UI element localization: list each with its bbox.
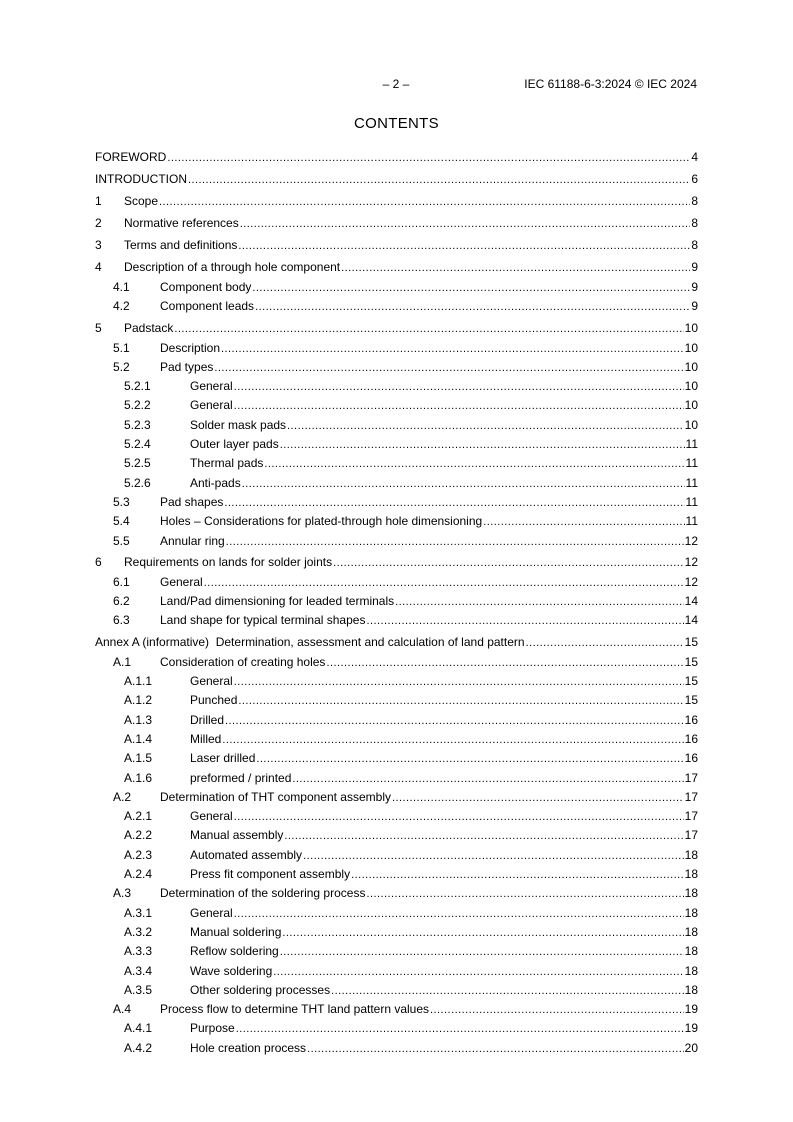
toc-entry-number: 4 [95, 260, 102, 274]
toc-entry-label: Anti-pads [190, 475, 241, 490]
page-title: CONTENTS [354, 115, 439, 132]
toc-entry-page: 17 [684, 789, 698, 804]
toc-entry-page: 8 [691, 194, 698, 208]
toc-entry-page: 10 [684, 417, 698, 432]
toc-entry-number: A.4 [113, 1002, 132, 1017]
toc-entry-number: 5.2 [113, 359, 130, 374]
dot-leader [222, 730, 683, 750]
dot-leader [226, 532, 684, 552]
toc-entry-number: A.2.4 [124, 867, 153, 882]
toc-entry-page: 11 [685, 456, 698, 471]
toc-entry-number: 5.2.1 [124, 379, 151, 394]
toc-entry-number: 5.2.6 [124, 475, 151, 490]
toc-entry-page: 12 [684, 554, 698, 569]
toc-entry-page: 16 [684, 731, 698, 746]
toc-entry-page: 15 [684, 634, 698, 649]
toc-entry-page: 10 [684, 379, 698, 394]
dot-leader [366, 884, 683, 904]
toc-entry-number: A.3.5 [124, 982, 153, 997]
toc-entry-number: 6.3 [113, 613, 130, 628]
dot-leader [303, 846, 684, 866]
toc-entry-page: 18 [684, 982, 698, 997]
toc-entry-number: A.3.1 [124, 905, 153, 920]
toc-entry[interactable] [95, 611, 698, 630]
toc-entry[interactable] [95, 788, 698, 807]
toc-entry-label: Manual assembly [190, 828, 284, 843]
toc-entry[interactable] [95, 146, 698, 168]
toc-entry[interactable] [95, 1019, 698, 1038]
toc-entry-label: General [160, 574, 203, 589]
toc-entry-number: 5.2.2 [124, 398, 151, 413]
toc-entry[interactable] [95, 358, 698, 377]
dot-leader [167, 146, 690, 169]
toc-entry-number: A.3 [113, 886, 132, 901]
dot-leader [238, 691, 683, 711]
toc-entry[interactable] [95, 573, 698, 592]
toc-entry-page: 18 [684, 944, 698, 959]
toc-entry-label: Land/Pad dimensioning for leaded terminals [160, 594, 395, 609]
toc-entry-label: Consideration of creating holes [160, 654, 326, 669]
dot-leader [483, 512, 684, 532]
toc-entry-number: A.3.2 [124, 924, 153, 939]
dot-leader [174, 317, 683, 340]
dot-leader [256, 749, 683, 769]
toc-entry[interactable] [95, 711, 698, 730]
toc-entry-page: 18 [684, 924, 698, 939]
toc-entry-label: General [190, 398, 233, 413]
toc-entry-page: 11 [685, 437, 698, 452]
toc-entry[interactable] [95, 846, 698, 865]
toc-entry-label: preformed / printed [190, 770, 292, 785]
toc-entry-number: A.4.2 [124, 1040, 153, 1055]
dot-leader [204, 573, 684, 593]
toc-entry[interactable] [95, 551, 698, 573]
toc-entry-label: Annular ring [160, 533, 225, 548]
toc-entry-page: 15 [684, 674, 698, 689]
document-reference: IEC 61188-6-3:2024 © IEC 2024 [524, 77, 697, 91]
toc-entry[interactable] [95, 691, 698, 710]
toc-entry[interactable] [95, 474, 698, 493]
toc-entry-label: Thermal pads [190, 456, 264, 471]
dot-leader [284, 826, 683, 846]
toc-entry-label: Description [160, 340, 221, 355]
toc-entry-label: Annex A (informative) Determination, assessment and calculation of land pattern [95, 634, 525, 649]
toc-entry-label: Determination of the soldering process [160, 886, 366, 901]
toc-entry-number: A.3.3 [124, 944, 153, 959]
toc-entry[interactable] [95, 653, 698, 672]
toc-entry-page: 17 [684, 770, 698, 785]
toc-entry-label: INTRODUCTION [95, 172, 187, 186]
toc-entry-number: 4.2 [113, 299, 130, 314]
toc-entry-label: Wave soldering [190, 963, 273, 978]
toc-entry-number: 4.1 [113, 280, 130, 294]
dot-leader [224, 493, 684, 513]
toc-entry-number: 6.2 [113, 594, 130, 609]
toc-entry-number: 6 [95, 554, 102, 569]
toc-entry-page: 12 [684, 533, 698, 548]
toc-entry[interactable] [95, 826, 698, 845]
dot-leader [273, 962, 683, 982]
toc-entry-label: Padstack [124, 320, 174, 335]
toc-entry[interactable] [95, 396, 698, 415]
toc-entry[interactable] [95, 435, 698, 454]
dot-leader [264, 454, 684, 474]
dot-leader [240, 212, 691, 235]
toc-entry[interactable] [95, 278, 698, 297]
dot-leader [159, 190, 690, 213]
toc-entry-label: General [190, 905, 233, 920]
dot-leader [214, 358, 683, 378]
toc-entry-number: A.2 [113, 789, 132, 804]
toc-entry-label: Component body [160, 280, 252, 294]
toc-entry-label: General [190, 674, 233, 689]
dot-leader [331, 981, 684, 1001]
toc-entry[interactable] [95, 592, 698, 611]
toc-entry-number: A.1.6 [124, 770, 153, 785]
toc-entry-number: A.3.4 [124, 963, 153, 978]
dot-leader [234, 396, 684, 416]
toc-entry[interactable] [95, 512, 698, 531]
toc-entry-label: Outer layer pads [190, 437, 279, 452]
toc-entry-label: Terms and definitions [124, 238, 238, 252]
toc-entry-number: 3 [95, 238, 102, 252]
toc-entry-number: A.1.3 [124, 712, 153, 727]
toc-entry-page: 18 [684, 867, 698, 882]
dot-leader [280, 942, 684, 962]
dot-leader [282, 923, 683, 943]
toc-entry-label: Punched [190, 693, 238, 708]
toc-entry-label: Pad shapes [160, 494, 224, 509]
toc-entry-page: 17 [684, 809, 698, 824]
toc-entry[interactable] [95, 865, 698, 884]
dot-leader [366, 611, 683, 631]
toc-entry-page: 10 [684, 320, 698, 335]
toc-entry-label: Solder mask pads [190, 417, 287, 432]
toc-entry-label: General [190, 379, 233, 394]
toc-entry-label: Determination of THT component assembly [160, 789, 391, 804]
toc-entry[interactable] [95, 416, 698, 435]
dot-leader [326, 653, 683, 673]
toc-entry[interactable] [95, 942, 698, 961]
dot-leader [252, 278, 690, 298]
toc-entry-label: Laser drilled [190, 751, 256, 766]
toc-entry[interactable] [95, 339, 698, 358]
dot-leader [238, 234, 690, 257]
toc-entry[interactable] [95, 672, 698, 691]
toc-entry-number: 1 [95, 194, 102, 208]
toc-entry[interactable] [95, 923, 698, 942]
dot-leader [292, 769, 683, 789]
toc-entry-label: Land shape for typical terminal shapes [160, 613, 366, 628]
toc-entry-number: 5.5 [113, 533, 130, 548]
toc-entry-label: Normative references [124, 216, 239, 230]
toc-entry-number: A.4.1 [124, 1021, 153, 1036]
toc-entry-page: 10 [684, 359, 698, 374]
toc-entry-page: 19 [684, 1021, 698, 1036]
dot-leader [287, 416, 684, 436]
toc-entry-label: Other soldering processes [190, 982, 331, 997]
dot-leader [225, 711, 684, 731]
toc-entry-page: 10 [684, 340, 698, 355]
toc-entry-page: 16 [684, 712, 698, 727]
dot-leader [430, 1000, 684, 1020]
toc-entry-label: Component leads [160, 299, 255, 314]
toc-entry-page: 19 [684, 1002, 698, 1017]
toc-entry-page: 16 [684, 751, 698, 766]
toc-entry-label: Pad types [160, 359, 214, 374]
toc-entry-page: 18 [684, 963, 698, 978]
dot-leader [255, 297, 690, 317]
toc-entry-page: 8 [691, 238, 698, 252]
toc-entry-number: A.2.3 [124, 847, 153, 862]
toc-entry-page: 20 [684, 1040, 698, 1055]
toc-entry-label: FOREWORD [95, 150, 167, 164]
dot-leader [526, 631, 684, 654]
toc-entry[interactable] [95, 631, 698, 653]
toc-entry-page: 14 [684, 613, 698, 628]
toc-entry-page: 6 [691, 172, 698, 186]
toc-entry-page: 9 [691, 299, 698, 314]
toc-entry-label: Automated assembly [190, 847, 303, 862]
toc-entry[interactable] [95, 454, 698, 473]
toc-entry-label: Drilled [190, 712, 225, 727]
toc-entry-page: 14 [684, 594, 698, 609]
toc-entry-number: 5.2.5 [124, 456, 151, 471]
toc-entry-page: 17 [684, 828, 698, 843]
toc-entry-page: 4 [691, 150, 698, 164]
dot-leader [395, 592, 683, 612]
toc-entry-label: Milled [190, 731, 222, 746]
toc-entry-number: 5.3 [113, 494, 130, 509]
toc-entry-page: 9 [691, 260, 698, 274]
toc-entry[interactable] [95, 234, 698, 256]
dot-leader [351, 865, 684, 885]
toc-entry[interactable] [95, 532, 698, 551]
toc-entry[interactable] [95, 493, 698, 512]
dot-leader [234, 672, 684, 692]
toc-entry-number: 5.1 [113, 340, 130, 355]
dot-leader [280, 435, 685, 455]
toc-entry-number: 5 [95, 320, 102, 335]
toc-entry-page: 10 [684, 398, 698, 413]
toc-entry[interactable] [95, 377, 698, 396]
toc-entry[interactable] [95, 297, 698, 316]
toc-entry-page: 11 [685, 514, 698, 529]
toc-entry-number: A.2.1 [124, 809, 153, 824]
dot-leader [234, 904, 684, 924]
toc-entry-label: Press fit component assembly [190, 867, 351, 882]
dot-leader [188, 168, 690, 191]
toc-entry[interactable] [95, 769, 698, 788]
dot-leader [234, 377, 684, 397]
toc-entry[interactable] [95, 807, 698, 826]
toc-entry[interactable] [95, 1000, 698, 1019]
toc-entry-page: 18 [684, 886, 698, 901]
toc-entry[interactable] [95, 212, 698, 234]
toc-entry-page: 11 [685, 475, 698, 490]
toc-entry-number: A.1.5 [124, 751, 153, 766]
toc-entry[interactable] [95, 904, 698, 923]
dot-leader [392, 788, 684, 808]
page-number: – 2 – [382, 77, 410, 91]
dot-leader [221, 339, 684, 359]
toc-entry-label: Hole creation process [190, 1040, 307, 1055]
toc-entry-page: 15 [684, 654, 698, 669]
toc-entry[interactable] [95, 1039, 698, 1058]
dot-leader [236, 1019, 684, 1039]
toc-entry-page: 18 [684, 905, 698, 920]
toc-entry-page: 15 [684, 693, 698, 708]
toc-entry[interactable] [95, 256, 698, 278]
toc-entry[interactable] [95, 962, 698, 981]
toc-entry-number: A.1 [113, 654, 132, 669]
toc-entry-number: A.2.2 [124, 828, 153, 843]
toc-entry-page: 8 [691, 216, 698, 230]
dot-leader [307, 1039, 684, 1059]
toc-entry[interactable] [95, 168, 698, 190]
toc-entry[interactable] [95, 190, 698, 212]
toc-entry-page: 18 [684, 847, 698, 862]
toc-entry-number: A.1.4 [124, 731, 153, 746]
toc-entry-page: 11 [685, 494, 698, 509]
dot-leader [333, 551, 684, 574]
table-of-contents [95, 146, 698, 1058]
dot-leader [341, 256, 690, 279]
toc-entry-number: A.1.1 [124, 674, 153, 689]
toc-entry-number: 5.2.3 [124, 417, 151, 432]
dot-leader [242, 474, 685, 494]
toc-entry-label: Process flow to determine THT land pattern values [160, 1002, 430, 1017]
toc-entry-page: 12 [684, 574, 698, 589]
toc-entry[interactable] [95, 317, 698, 339]
toc-entry-number: 2 [95, 216, 102, 230]
dot-leader [234, 807, 684, 827]
toc-entry-number: 5.4 [113, 514, 130, 529]
toc-entry[interactable] [95, 981, 698, 1000]
toc-entry[interactable] [95, 749, 698, 768]
toc-entry-label: Scope [124, 194, 159, 208]
toc-entry-number: 5.2.4 [124, 437, 151, 452]
toc-entry-number: 6.1 [113, 574, 130, 589]
toc-entry-label: Manual soldering [190, 924, 282, 939]
toc-entry-label: Holes – Considerations for plated-through hole dimensioning [160, 514, 483, 529]
toc-entry-label: Reflow soldering [190, 944, 279, 959]
toc-entry[interactable] [95, 884, 698, 903]
toc-entry-label: Description of a through hole component [124, 260, 341, 274]
toc-entry-label: Purpose [190, 1021, 235, 1036]
toc-entry-label: Requirements on lands for solder joints [124, 554, 333, 569]
toc-entry-page: 9 [691, 280, 698, 294]
toc-entry-label: General [190, 809, 233, 824]
toc-entry-number: A.1.2 [124, 693, 153, 708]
toc-entry[interactable] [95, 730, 698, 749]
